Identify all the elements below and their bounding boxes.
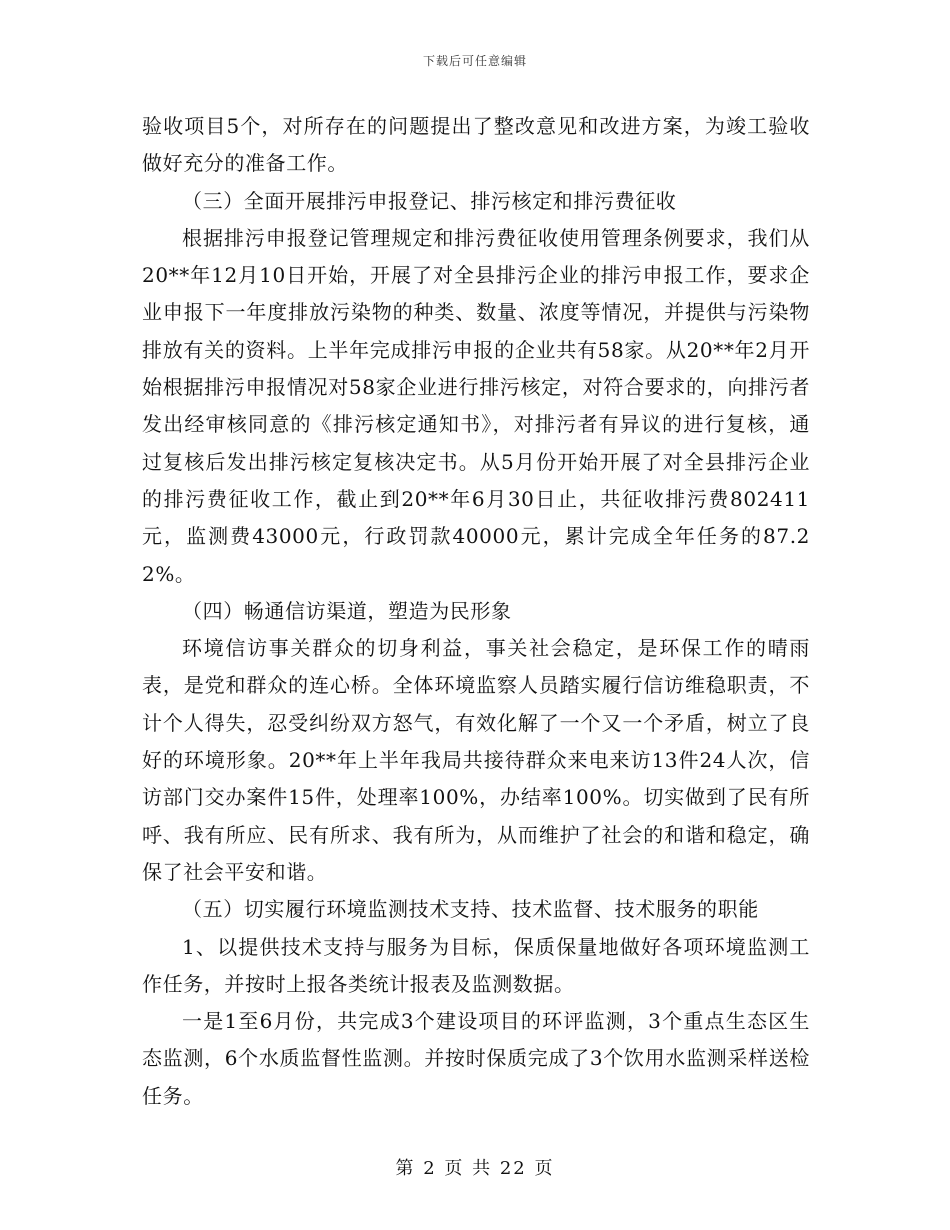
- paragraph-pollution-fee: 根据排污申报登记管理规定和排污费征收使用管理条例要求，我们从20**年12月10日开始，开展了对全县排污企业的排污申报工作，要求企业申报下一年度排放污染物的种类、数量、浓度等情况，并提供与污染物排放有关的资料。上半年完成排污申报的企业共有58家。从20**年2月开始根据排污申报情况对58家企业进行排污核定，对符合要求的，向排污者发出经审核同意的《排污核定通知书》，对排污者有异议的进行复核，通过复核后发出排污核定复核决定书。从5月份开始开展了对全县排污企业的排污费征收工作，截止到20**年6月30日止，共征收排污费802411元，监测费43000元，行政罚款40000元，累计完成全年任务的87.22%。: [142, 225, 810, 586]
- section-heading-5: （五）切实履行环境监测技术支持、技术监督、技术服务的职能: [182, 897, 759, 922]
- page-header-note: 下载后可任意编辑: [422, 54, 527, 68]
- document-body: [142, 108, 810, 1115]
- section-heading-4: （四）畅通信访渠道，塑造为民形象: [182, 598, 512, 623]
- page-number-footer: 第 2 页 共 22 页: [395, 1158, 555, 1179]
- paragraph-acceptance-items: 验收项目5个，对所存在的问题提出了整改意见和改进方案，为竣工验收做好充分的准备工作。: [142, 114, 810, 176]
- section-heading-3: （三）全面开展排污申报登记、排污核定和排污费征收: [182, 188, 677, 213]
- paragraph-monitoring-tasks: 一是1至6月份，共完成3个建设项目的环评监测，3个重点生态区生态监测，6个水质监督性监测。并按时保质完成了3个饮用水监测采样送检任务。: [142, 1009, 810, 1108]
- paragraph-monitoring-goal: 1、以提供技术支持与服务为目标，保质保量地做好各项环境监测工作任务，并按时上报各类统计报表及监测数据。: [142, 934, 810, 996]
- paragraph-petition: 环境信访事关群众的切身利益，事关社会稳定，是环保工作的晴雨表，是党和群众的连心桥。全体环境监察人员踏实履行信访维稳职责，不计个人得失，忍受纠纷双方怒气，有效化解了一个又一个矛盾，树立了良好的环境形象。20**年上半年我局共接待群众来电来访13件24人次，信访部门交办案件15件，处理率100%，办结率100%。切实做到了民有所呼、我有所应、民有所求、我有所为，从而维护了社会的和谐和稳定，确保了社会平安和谐。: [142, 636, 810, 884]
